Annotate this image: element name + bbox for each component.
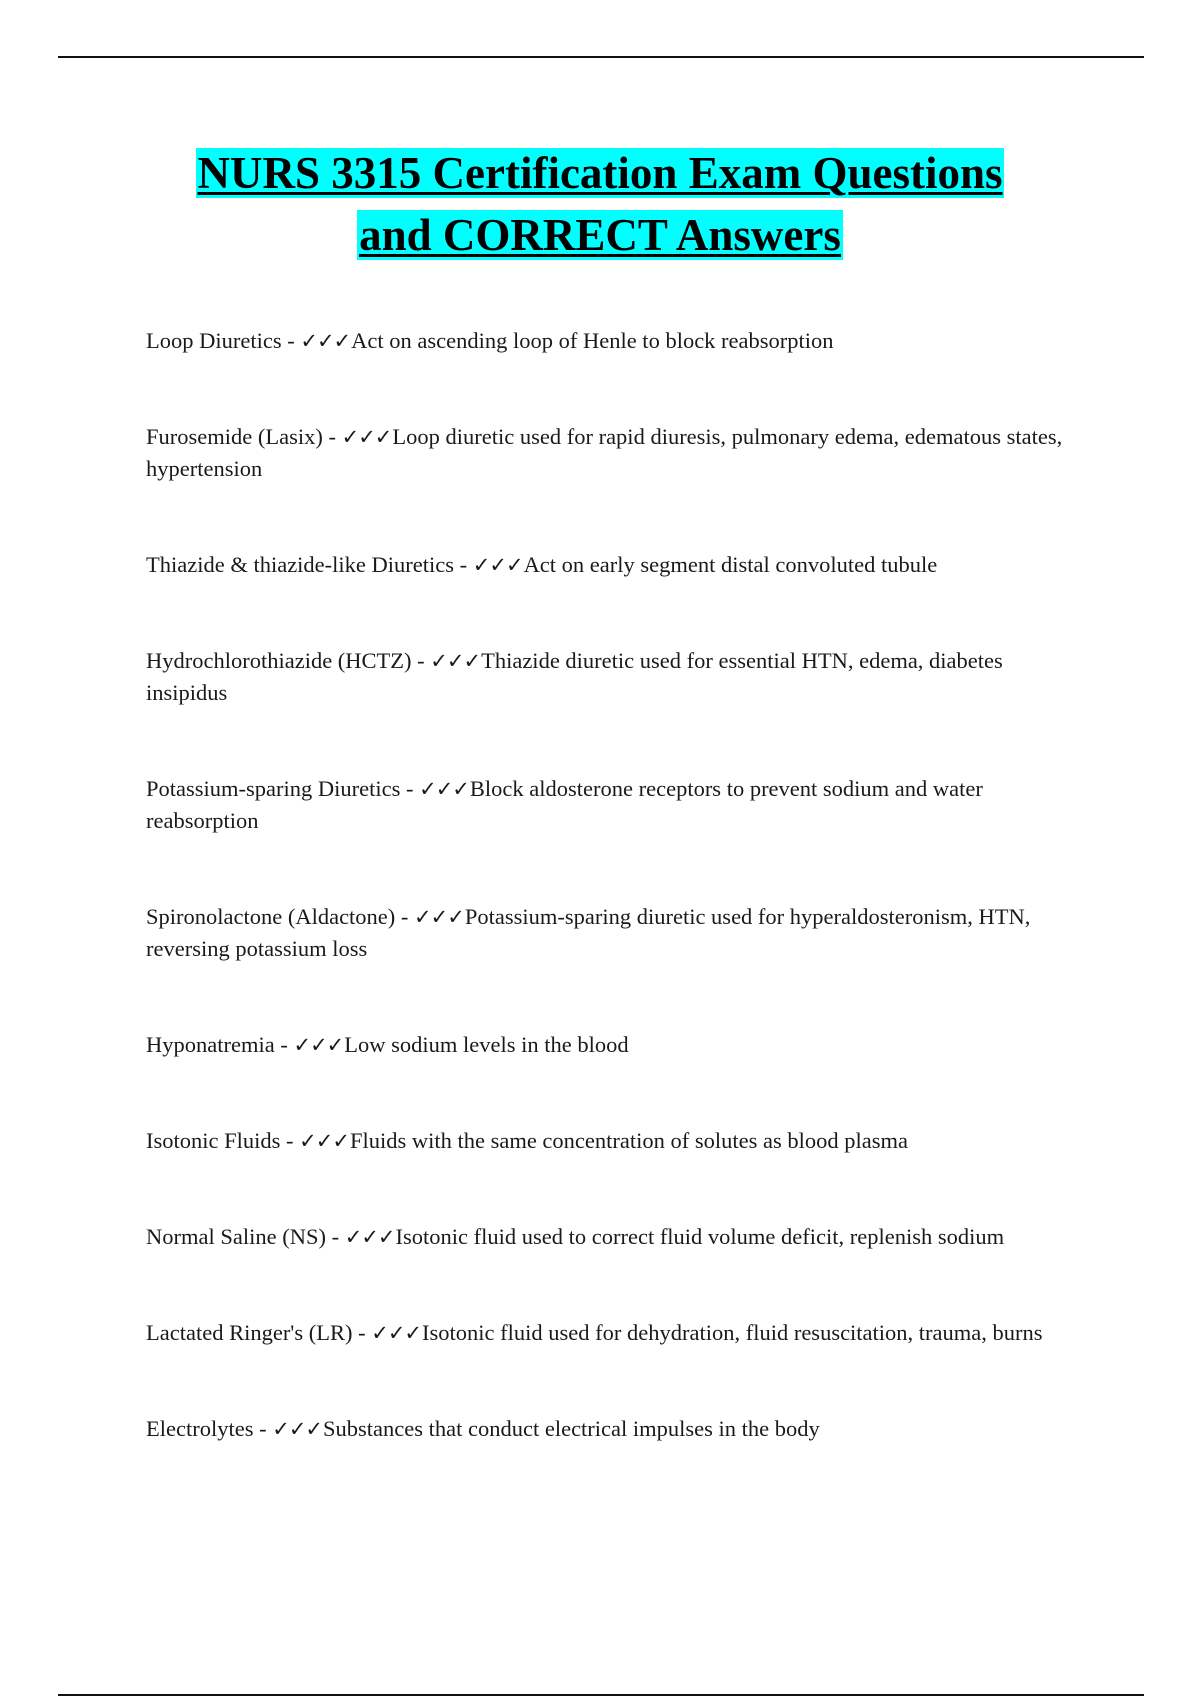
qa-entry [146, 901, 1066, 965]
entry-term: Lactated Ringer's (LR) [146, 1320, 353, 1345]
entry-term: Normal Saline (NS) [146, 1224, 326, 1249]
separator: - [274, 1032, 294, 1057]
entry-term: Loop Diuretics [146, 328, 282, 353]
title-line-2: and CORRECT Answers [359, 210, 841, 260]
entry-answer: Potassium-sparing diuretic used for hyperaldosteronism, HTN, reversing potassium loss [146, 904, 1031, 961]
qa-entry [146, 549, 1066, 581]
entry-term: Isotonic Fluids [146, 1128, 281, 1153]
qa-entry [146, 1029, 1066, 1061]
entry-answer: Thiazide diuretic used for essential HTN, edema, diabetes insipidus [146, 648, 1003, 705]
entry-answer: Isotonic fluid used to correct fluid volume deficit, replenish sodium [395, 1224, 1005, 1249]
qa-entry [146, 421, 1066, 485]
separator: - [281, 328, 301, 353]
qa-entry [146, 1125, 1066, 1157]
entry-answer: Substances that conduct electrical impulses in the body [323, 1416, 820, 1441]
entry-answer: Loop diuretic used for rapid diuresis, pulmonary edema, edematous states, hypertension [146, 424, 1063, 481]
entry-answer: Act on ascending loop of Henle to block reabsorption [351, 328, 834, 353]
entry-term: Electrolytes [146, 1416, 254, 1441]
separator: - [454, 552, 473, 577]
title-block [0, 142, 1200, 266]
separator: - [395, 904, 415, 929]
checkmark-icon: ✓✓✓ [430, 649, 481, 673]
checkmark-icon: ✓✓✓ [414, 905, 464, 929]
entry-term: Hydrochlorothiazide (HCTZ) [146, 648, 412, 673]
separator: - [352, 1320, 372, 1345]
entry-term: Hyponatremia [146, 1032, 275, 1057]
entry-answer: Fluids with the same concentration of solutes as blood plasma [349, 1128, 908, 1153]
entry-answer: Low sodium levels in the blood [344, 1032, 629, 1057]
qa-entry [146, 325, 1066, 357]
separator: - [411, 648, 431, 673]
separator: - [280, 1128, 300, 1153]
checkmark-icon: ✓✓✓ [272, 1417, 323, 1441]
checkmark-icon: ✓✓✓ [371, 1321, 422, 1345]
top-rule [58, 56, 1144, 58]
entry-term: Spironolactone (Aldactone) [146, 904, 396, 929]
bottom-rule [58, 1694, 1144, 1696]
entry-answer: Act on early segment distal convoluted tubule [523, 552, 938, 577]
document-title [0, 142, 1200, 266]
qa-list [146, 325, 1066, 1509]
checkmark-icon: ✓✓✓ [341, 425, 392, 449]
checkmark-icon: ✓✓✓ [300, 329, 351, 353]
separator: - [322, 424, 342, 449]
checkmark-icon: ✓✓✓ [472, 553, 523, 577]
qa-entry [146, 773, 1066, 837]
separator: - [325, 1224, 345, 1249]
qa-entry [146, 1317, 1066, 1349]
qa-entry [146, 645, 1066, 709]
entry-term: Potassium-sparing Diuretics [146, 776, 401, 801]
checkmark-icon: ✓✓✓ [419, 777, 469, 801]
checkmark-icon: ✓✓✓ [293, 1033, 344, 1057]
title-line-1: NURS 3315 Certification Exam Questions [197, 148, 1003, 198]
entry-answer: Isotonic fluid used for dehydration, fluid resuscitation, trauma, burns [422, 1320, 1043, 1345]
separator: - [253, 1416, 273, 1441]
checkmark-icon: ✓✓✓ [344, 1225, 395, 1249]
entry-term: Thiazide & thiazide-like Diuretics [146, 552, 455, 577]
entry-term: Furosemide (Lasix) [146, 424, 323, 449]
entry-answer: Block aldosterone receptors to prevent sodium and water reabsorption [146, 776, 983, 833]
separator: - [400, 776, 420, 801]
checkmark-icon: ✓✓✓ [299, 1129, 349, 1153]
qa-entry [146, 1221, 1066, 1253]
qa-entry [146, 1413, 1066, 1445]
